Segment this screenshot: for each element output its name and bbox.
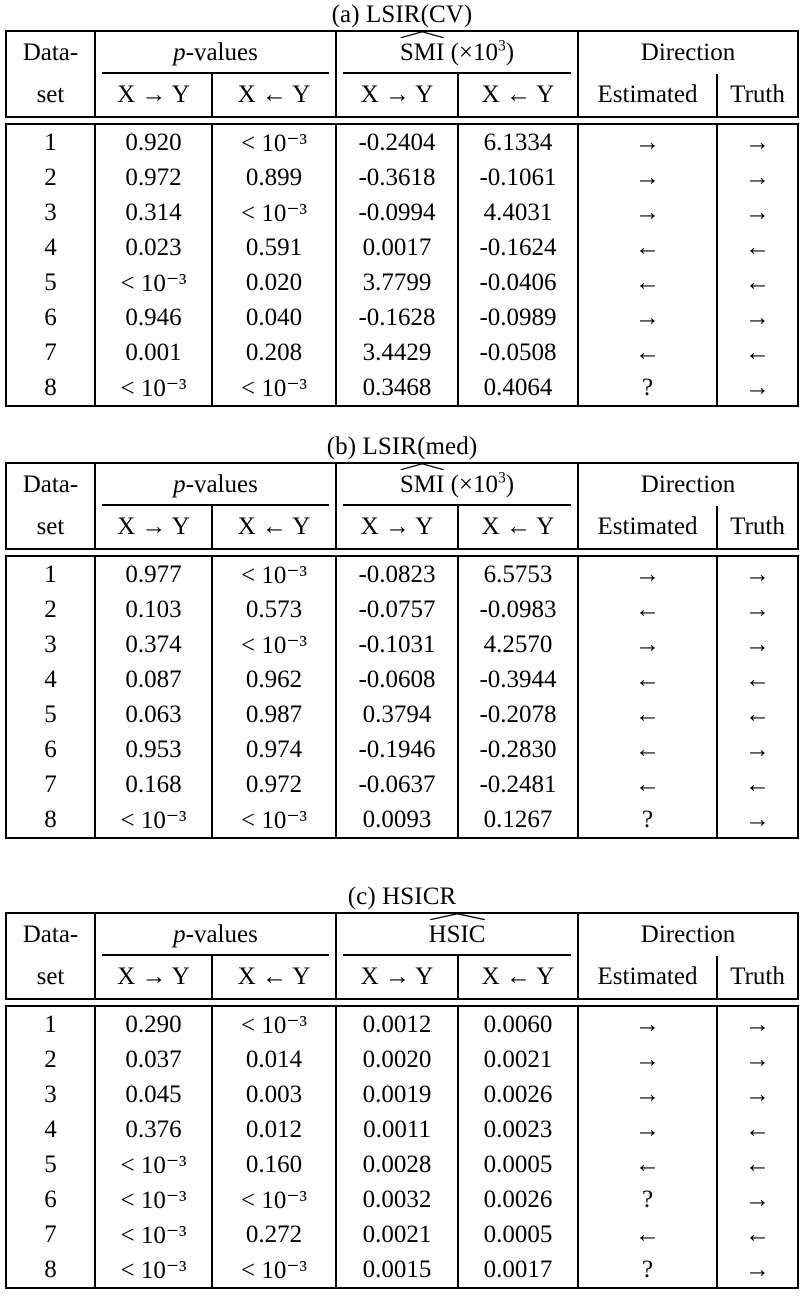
- cell-pval-backward: 0.160: [212, 1147, 336, 1182]
- cell-dataset: 5: [6, 265, 95, 300]
- table-body-a: [5, 123, 799, 407]
- cell-pval-backward: 0.020: [212, 265, 336, 300]
- cell-pval-forward: < 10⁻³: [95, 1217, 212, 1252]
- header-truth: Truth: [717, 506, 798, 549]
- cell-measure-backward: -0.2481: [458, 767, 578, 802]
- header-measure-backward: X ← Y: [458, 956, 578, 999]
- pvalues-p-symbol: p: [173, 39, 186, 66]
- table-row: [6, 1182, 798, 1217]
- cell-estimated: →: [578, 195, 717, 230]
- table-caption-b: (b) LSIR(med): [326, 433, 478, 460]
- header-dataset-line2: set: [6, 506, 95, 549]
- cell-truth: →: [717, 300, 798, 335]
- cell-pval-backward: 0.899: [212, 160, 336, 195]
- table-row: [6, 592, 798, 627]
- cell-measure-forward: -0.2404: [336, 124, 458, 160]
- cell-estimated: ←: [578, 592, 717, 627]
- cell-estimated: ←: [578, 1217, 717, 1252]
- header-group-pvalues: [95, 463, 336, 506]
- hat-accent-wrap: [400, 472, 444, 497]
- cell-truth: ←: [717, 265, 798, 300]
- cell-estimated: →: [578, 627, 717, 662]
- cell-estimated: ←: [578, 767, 717, 802]
- cell-estimated: →: [578, 1077, 717, 1112]
- cell-measure-forward: -0.0757: [336, 592, 458, 627]
- table-row: [6, 732, 798, 767]
- header-group-direction: Direction: [578, 463, 798, 506]
- cell-measure-forward: 0.0021: [336, 1217, 458, 1252]
- cell-truth: →: [717, 370, 798, 406]
- measure-expression: [429, 921, 486, 948]
- header-measure-forward: X → Y: [336, 956, 458, 999]
- cell-measure-backward: 0.0021: [458, 1042, 578, 1077]
- header-pval-backward: X ← Y: [212, 74, 336, 117]
- measure-name: HSIC: [428, 921, 486, 948]
- cell-dataset: 2: [6, 160, 95, 195]
- table-row: [6, 1112, 798, 1147]
- cell-dataset: 8: [6, 802, 95, 838]
- measure-exponent: 3: [498, 37, 506, 55]
- measure-expression: [400, 471, 514, 498]
- table-row: [6, 160, 798, 195]
- header-pval-forward: X → Y: [95, 506, 212, 549]
- table-block-b: [0, 432, 804, 839]
- cell-pval-backward: 0.974: [212, 732, 336, 767]
- table-body-b: [5, 555, 799, 839]
- cell-truth: ←: [717, 1147, 798, 1182]
- hat-accent-wrap: [429, 922, 486, 947]
- cell-measure-backward: 0.0023: [458, 1112, 578, 1147]
- cell-measure-backward: 4.4031: [458, 195, 578, 230]
- cell-pval-backward: < 10⁻³: [212, 195, 336, 230]
- cell-estimated: ?: [578, 370, 717, 406]
- cell-pval-backward: 0.003: [212, 1077, 336, 1112]
- hat-accent-wrap: [400, 40, 444, 65]
- cell-pval-forward: 0.087: [95, 662, 212, 697]
- cell-pval-forward: 0.920: [95, 124, 212, 160]
- header-group-pvalues: [95, 913, 336, 956]
- cell-truth: →: [717, 1182, 798, 1217]
- table-row: [6, 195, 798, 230]
- cell-pval-forward: < 10⁻³: [95, 370, 212, 406]
- header-group-direction: Direction: [578, 31, 798, 74]
- table-row: [6, 370, 798, 406]
- cell-measure-forward: 0.3468: [336, 370, 458, 406]
- header-group-measure: [336, 31, 578, 74]
- cell-dataset: 3: [6, 195, 95, 230]
- cell-dataset: 7: [6, 767, 95, 802]
- cell-measure-backward: -0.1061: [458, 160, 578, 195]
- header-truth: Truth: [717, 74, 798, 117]
- cell-measure-forward: 0.0012: [336, 1006, 458, 1042]
- measure-exponent: 3: [498, 469, 506, 487]
- table-row: [6, 662, 798, 697]
- pvalues-p-symbol: p: [173, 471, 186, 498]
- hat-accent-icon: [429, 913, 486, 921]
- cell-measure-backward: 6.5753: [458, 556, 578, 592]
- header-measure-backward: X ← Y: [458, 74, 578, 117]
- cell-measure-backward: -0.3944: [458, 662, 578, 697]
- cell-pval-forward: 0.103: [95, 592, 212, 627]
- cell-estimated: ←: [578, 335, 717, 370]
- cell-truth: →: [717, 1252, 798, 1288]
- cell-pval-forward: < 10⁻³: [95, 1147, 212, 1182]
- cell-dataset: 4: [6, 1112, 95, 1147]
- header-estimated: Estimated: [578, 956, 717, 999]
- table-header-c: [5, 912, 799, 1000]
- cell-truth: →: [717, 627, 798, 662]
- pvalues-suffix: -values: [185, 921, 258, 948]
- table-row: [6, 1077, 798, 1112]
- cell-pval-backward: 0.591: [212, 230, 336, 265]
- header-group-direction: Direction: [578, 913, 798, 956]
- table-header-b: [5, 462, 799, 550]
- cell-truth: ←: [717, 697, 798, 732]
- cell-dataset: 5: [6, 1147, 95, 1182]
- cell-estimated: ←: [578, 697, 717, 732]
- cell-estimated: →: [578, 556, 717, 592]
- cell-pval-forward: 0.023: [95, 230, 212, 265]
- cell-pval-backward: < 10⁻³: [212, 802, 336, 838]
- cell-dataset: 7: [6, 335, 95, 370]
- cell-pval-forward: 0.290: [95, 1006, 212, 1042]
- cell-pval-backward: < 10⁻³: [212, 1252, 336, 1288]
- cell-estimated: →: [578, 124, 717, 160]
- cell-measure-forward: 0.0028: [336, 1147, 458, 1182]
- hat-accent-icon: [400, 31, 444, 39]
- header-estimated: Estimated: [578, 506, 717, 549]
- cell-pval-backward: 0.573: [212, 592, 336, 627]
- cell-pval-backward: 0.962: [212, 662, 336, 697]
- table-row: [6, 335, 798, 370]
- cell-measure-forward: -0.0994: [336, 195, 458, 230]
- cell-measure-backward: 0.0005: [458, 1217, 578, 1252]
- cell-measure-forward: -0.0608: [336, 662, 458, 697]
- measure-suffix: (×10: [444, 39, 499, 66]
- cell-pval-forward: 0.374: [95, 627, 212, 662]
- header-row-subcolumns: [6, 74, 798, 117]
- table-row: [6, 697, 798, 732]
- cell-dataset: 1: [6, 556, 95, 592]
- cell-pval-backward: < 10⁻³: [212, 124, 336, 160]
- cell-measure-backward: 0.0017: [458, 1252, 578, 1288]
- cell-dataset: 5: [6, 697, 95, 732]
- header-pval-forward: X → Y: [95, 74, 212, 117]
- cell-truth: ←: [717, 1217, 798, 1252]
- cell-measure-forward: 0.0093: [336, 802, 458, 838]
- cell-estimated: ←: [578, 662, 717, 697]
- cell-truth: →: [717, 124, 798, 160]
- cell-estimated: →: [578, 300, 717, 335]
- cell-measure-backward: -0.2830: [458, 732, 578, 767]
- cell-truth: ←: [717, 767, 798, 802]
- cell-estimated: ?: [578, 802, 717, 838]
- cell-dataset: 4: [6, 662, 95, 697]
- cell-pval-backward: < 10⁻³: [212, 556, 336, 592]
- cell-pval-forward: 0.001: [95, 335, 212, 370]
- cell-measure-backward: -0.0508: [458, 335, 578, 370]
- cell-pval-forward: < 10⁻³: [95, 1182, 212, 1217]
- cell-dataset: 1: [6, 124, 95, 160]
- hat-accent-icon: [400, 463, 444, 471]
- cell-measure-backward: -0.1624: [458, 230, 578, 265]
- cell-pval-forward: 0.063: [95, 697, 212, 732]
- cell-measure-backward: 0.0026: [458, 1182, 578, 1217]
- table-row: [6, 124, 798, 160]
- measure-suffix: (×10: [444, 471, 499, 498]
- measure-close: ): [505, 39, 515, 66]
- table-row: [6, 802, 798, 838]
- cell-measure-backward: 0.1267: [458, 802, 578, 838]
- cell-dataset: 2: [6, 592, 95, 627]
- measure-name: SMI: [399, 471, 445, 498]
- cell-truth: →: [717, 732, 798, 767]
- header-row-subcolumns: [6, 956, 798, 999]
- cell-pval-backward: 0.208: [212, 335, 336, 370]
- cell-pval-forward: 0.045: [95, 1077, 212, 1112]
- cell-measure-backward: 0.0060: [458, 1006, 578, 1042]
- cell-pval-forward: < 10⁻³: [95, 802, 212, 838]
- header-dataset-line1: Data-: [6, 31, 95, 74]
- cell-truth: →: [717, 802, 798, 838]
- cell-measure-forward: -0.1031: [336, 627, 458, 662]
- header-dataset-line2: set: [6, 74, 95, 117]
- header-group-measure: [336, 913, 578, 956]
- measure-close: ): [505, 471, 515, 498]
- table-block-a: [0, 0, 804, 407]
- cell-pval-backward: < 10⁻³: [212, 370, 336, 406]
- table-row: [6, 1006, 798, 1042]
- cell-measure-backward: -0.0989: [458, 300, 578, 335]
- measure-expression: [400, 39, 514, 66]
- table-row: [6, 1252, 798, 1288]
- header-row-subcolumns: [6, 506, 798, 549]
- cell-truth: ←: [717, 335, 798, 370]
- cell-measure-forward: -0.0823: [336, 556, 458, 592]
- cell-measure-forward: -0.1946: [336, 732, 458, 767]
- header-pval-forward: X → Y: [95, 956, 212, 999]
- cell-dataset: 6: [6, 300, 95, 335]
- cell-pval-forward: 0.168: [95, 767, 212, 802]
- table-block-c: [0, 882, 804, 1289]
- cell-measure-backward: -0.2078: [458, 697, 578, 732]
- cell-estimated: ←: [578, 1147, 717, 1182]
- cell-measure-forward: 0.0015: [336, 1252, 458, 1288]
- cell-pval-backward: 0.972: [212, 767, 336, 802]
- cell-estimated: ←: [578, 265, 717, 300]
- cell-pval-backward: 0.012: [212, 1112, 336, 1147]
- cell-pval-forward: 0.376: [95, 1112, 212, 1147]
- measure-name: SMI: [399, 39, 445, 66]
- cell-measure-backward: 6.1334: [458, 124, 578, 160]
- cell-truth: →: [717, 195, 798, 230]
- header-truth: Truth: [717, 956, 798, 999]
- cell-measure-backward: -0.0983: [458, 592, 578, 627]
- cell-measure-backward: 0.4064: [458, 370, 578, 406]
- cell-dataset: 4: [6, 230, 95, 265]
- header-dataset-line2: set: [6, 956, 95, 999]
- cell-measure-forward: 0.0020: [336, 1042, 458, 1077]
- table-row: [6, 767, 798, 802]
- table-row: [6, 1217, 798, 1252]
- cell-truth: →: [717, 592, 798, 627]
- header-measure-forward: X → Y: [336, 74, 458, 117]
- cell-truth: ←: [717, 230, 798, 265]
- table-row: [6, 265, 798, 300]
- cell-measure-forward: -0.0637: [336, 767, 458, 802]
- cell-estimated: →: [578, 160, 717, 195]
- table-row: [6, 556, 798, 592]
- header-row-groups: [6, 31, 798, 74]
- table-row: [6, 1042, 798, 1077]
- cell-truth: →: [717, 1077, 798, 1112]
- header-row-groups: [6, 463, 798, 506]
- cell-truth: →: [717, 556, 798, 592]
- header-measure-backward: X ← Y: [458, 506, 578, 549]
- cell-truth: ←: [717, 1112, 798, 1147]
- cell-pval-backward: 0.014: [212, 1042, 336, 1077]
- cell-pval-forward: < 10⁻³: [95, 1252, 212, 1288]
- cell-dataset: 8: [6, 370, 95, 406]
- table-row: [6, 1147, 798, 1182]
- cell-dataset: 1: [6, 1006, 95, 1042]
- cell-measure-forward: 0.3794: [336, 697, 458, 732]
- header-pval-backward: X ← Y: [212, 956, 336, 999]
- cell-truth: ←: [717, 662, 798, 697]
- cell-truth: →: [717, 1006, 798, 1042]
- table-caption-c: (c) HSICR: [347, 883, 457, 910]
- cell-estimated: →: [578, 1042, 717, 1077]
- cell-measure-forward: 0.0032: [336, 1182, 458, 1217]
- cell-measure-backward: 4.2570: [458, 627, 578, 662]
- header-group-measure: [336, 463, 578, 506]
- table-caption-a: (a) LSIR(CV): [331, 1, 473, 28]
- cell-pval-backward: 0.272: [212, 1217, 336, 1252]
- cell-pval-forward: 0.972: [95, 160, 212, 195]
- cell-pval-forward: 0.953: [95, 732, 212, 767]
- cell-measure-forward: -0.3618: [336, 160, 458, 195]
- cell-measure-backward: 0.0005: [458, 1147, 578, 1182]
- pvalues-p-symbol: p: [173, 921, 186, 948]
- cell-pval-backward: 0.040: [212, 300, 336, 335]
- cell-estimated: →: [578, 1006, 717, 1042]
- cell-measure-forward: 0.0019: [336, 1077, 458, 1112]
- table-row: [6, 627, 798, 662]
- cell-pval-backward: 0.987: [212, 697, 336, 732]
- table-row: [6, 230, 798, 265]
- header-row-groups: [6, 913, 798, 956]
- cell-dataset: 2: [6, 1042, 95, 1077]
- cell-estimated: ←: [578, 732, 717, 767]
- cell-measure-forward: -0.1628: [336, 300, 458, 335]
- cell-dataset: 6: [6, 732, 95, 767]
- cell-dataset: 6: [6, 1182, 95, 1217]
- cell-truth: →: [717, 160, 798, 195]
- cell-measure-backward: 0.0026: [458, 1077, 578, 1112]
- header-dataset-line1: Data-: [6, 913, 95, 956]
- pvalues-suffix: -values: [185, 471, 258, 498]
- cell-estimated: ?: [578, 1252, 717, 1288]
- cell-measure-forward: 3.4429: [336, 335, 458, 370]
- cell-dataset: 8: [6, 1252, 95, 1288]
- cell-dataset: 7: [6, 1217, 95, 1252]
- cell-pval-forward: < 10⁻³: [95, 265, 212, 300]
- table-header-a: [5, 30, 799, 118]
- table-body-rows-b: [6, 556, 798, 838]
- cell-estimated: ←: [578, 230, 717, 265]
- cell-pval-backward: < 10⁻³: [212, 627, 336, 662]
- cell-pval-forward: 0.946: [95, 300, 212, 335]
- header-group-pvalues: [95, 31, 336, 74]
- header-dataset-line1: Data-: [6, 463, 95, 506]
- cell-dataset: 3: [6, 1077, 95, 1112]
- table-body-rows-a: [6, 124, 798, 406]
- cell-pval-backward: < 10⁻³: [212, 1006, 336, 1042]
- cell-pval-forward: 0.977: [95, 556, 212, 592]
- cell-dataset: 3: [6, 627, 95, 662]
- header-measure-forward: X → Y: [336, 506, 458, 549]
- cell-pval-forward: 0.314: [95, 195, 212, 230]
- table-body-rows-c: [6, 1006, 798, 1288]
- cell-measure-forward: 0.0011: [336, 1112, 458, 1147]
- pvalues-suffix: -values: [185, 39, 258, 66]
- cell-pval-backward: < 10⁻³: [212, 1182, 336, 1217]
- cell-measure-forward: 3.7799: [336, 265, 458, 300]
- header-estimated: Estimated: [578, 74, 717, 117]
- cell-measure-backward: -0.0406: [458, 265, 578, 300]
- cell-measure-forward: 0.0017: [336, 230, 458, 265]
- cell-estimated: →: [578, 1112, 717, 1147]
- cell-estimated: ?: [578, 1182, 717, 1217]
- header-pval-backward: X ← Y: [212, 506, 336, 549]
- table-row: [6, 300, 798, 335]
- cell-pval-forward: 0.037: [95, 1042, 212, 1077]
- table-body-c: [5, 1005, 799, 1289]
- cell-truth: →: [717, 1042, 798, 1077]
